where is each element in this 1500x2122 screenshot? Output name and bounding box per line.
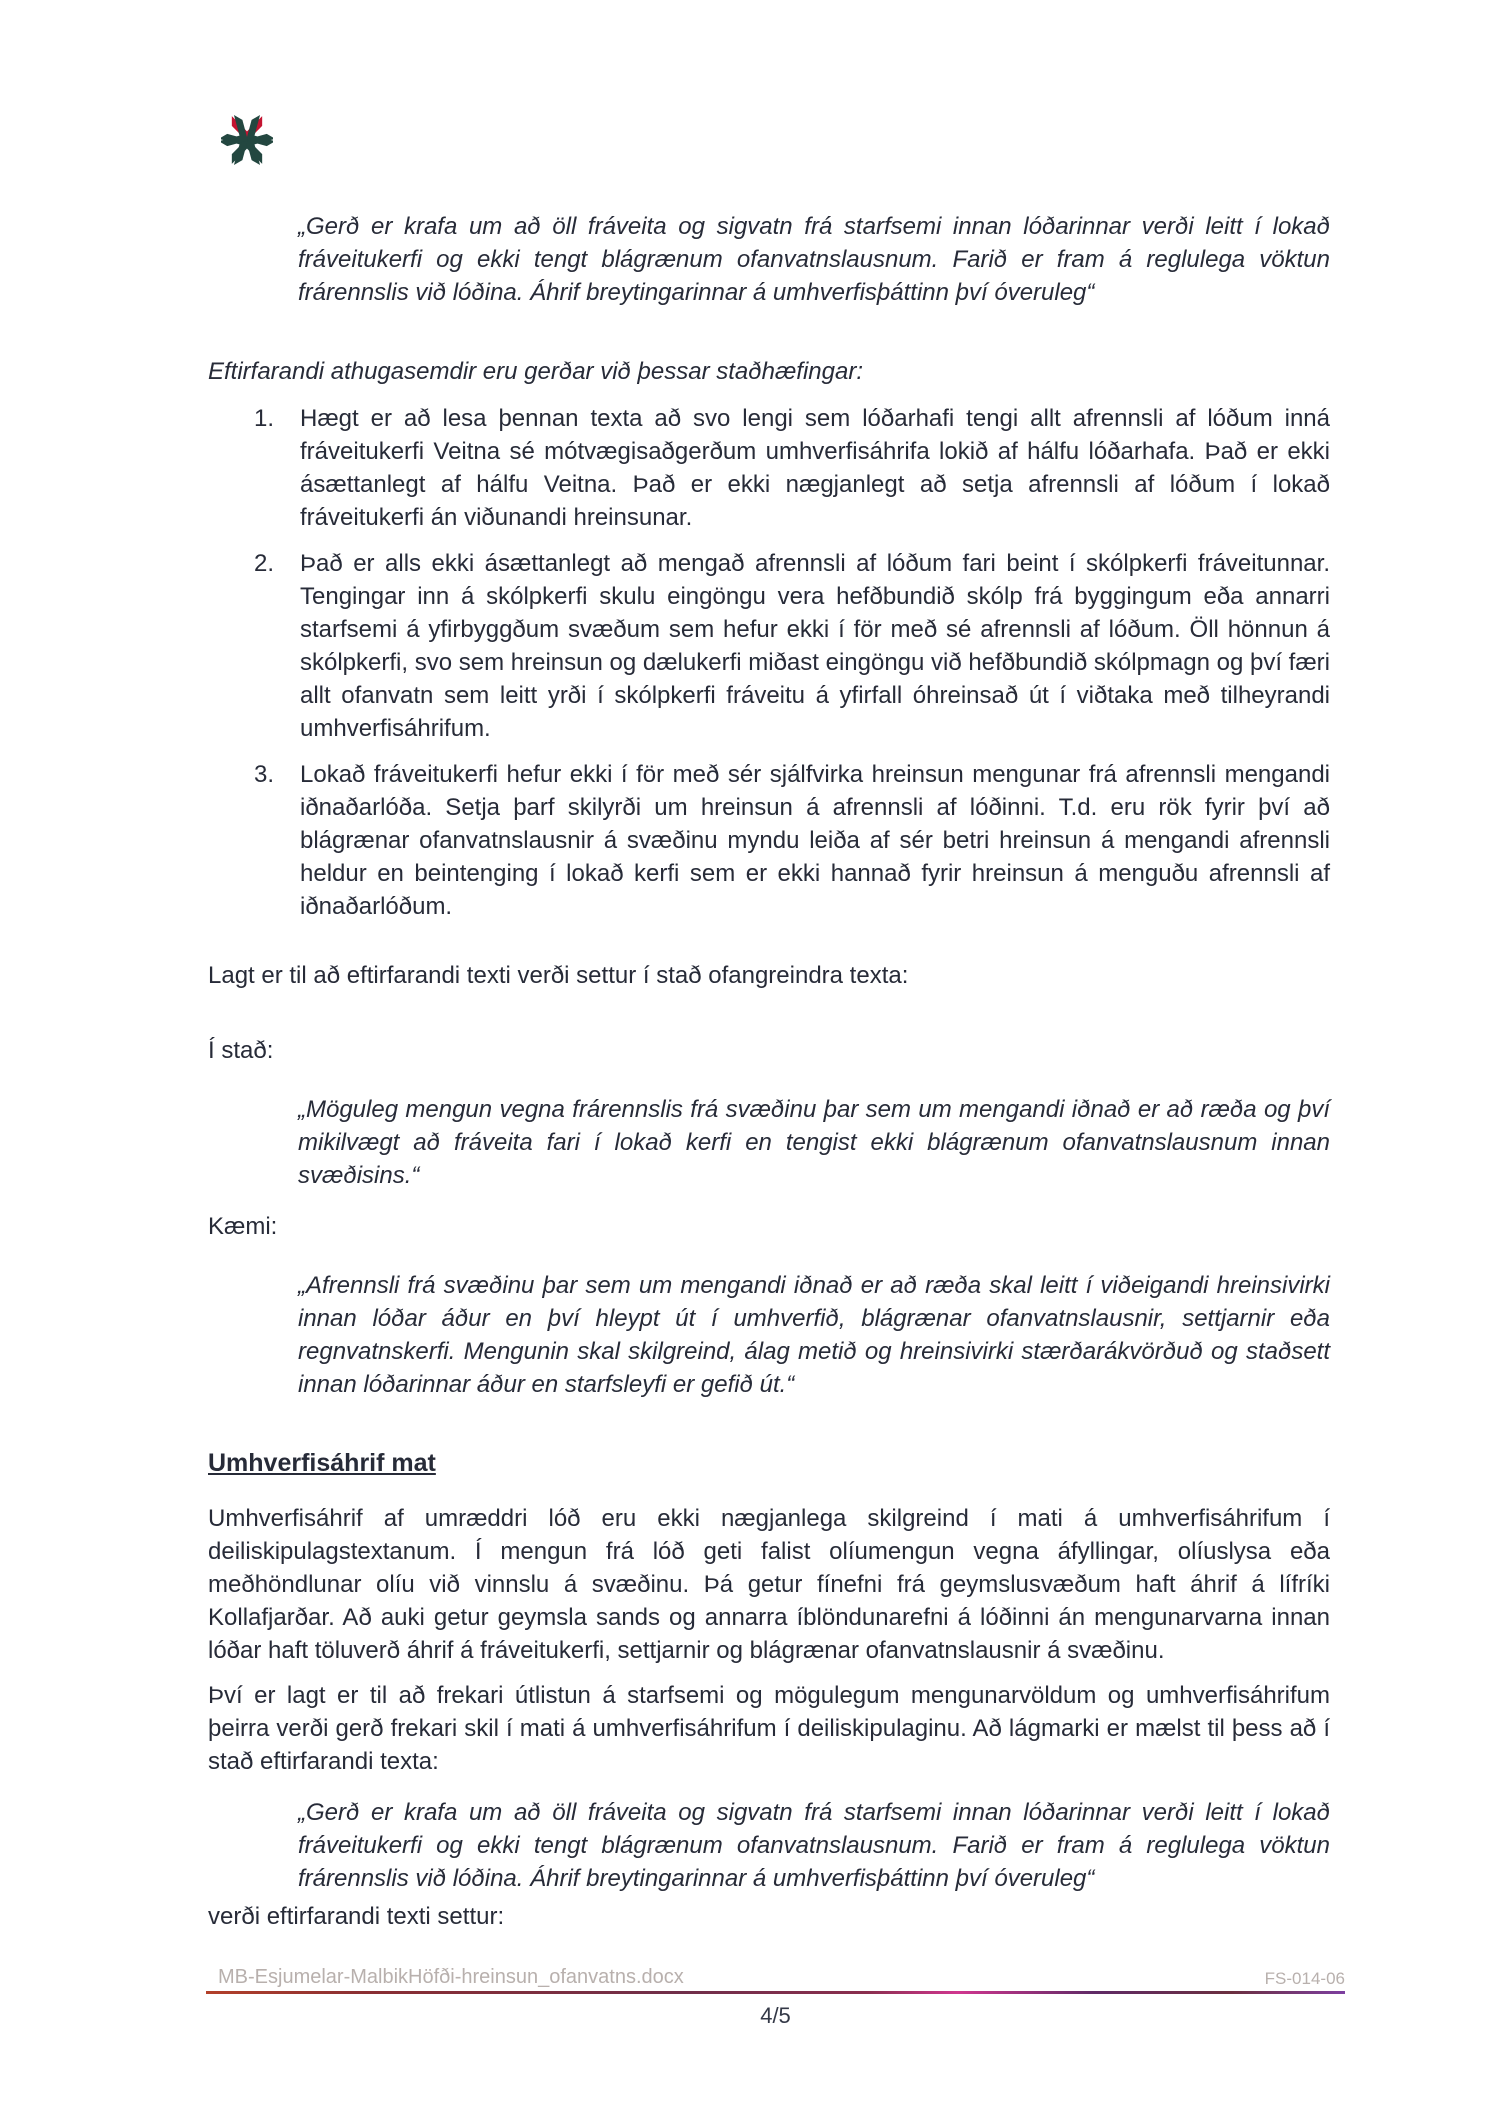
section-paragraph-2: Því er lagt er til að frekari útlistun á starfsemi og mögulegum mengunarvöldum og umhverfisáhrifum þeirra verði gerð frekari skil í mati á umhverfisáhrifum í deiliskipulaginu. Að lágmarki er mælst til þess að í stað eftirfarandi texta: [208,1682,1330,1775]
numbered-comment-3 [208,758,1330,923]
comment-text: Það er alls ekki ásættanlegt að mengað afrennsli af lóðum fari beint í skólpkerfi fráveitunnar. Tengingar inn á skólpkerfi skulu eingöngu vera hefðbundið skólp frá byggingum eða annarri starfsemi á yfirbyggðum svæðum sem hefur ekki í för með sé afrennsli af lóðum. Öll hönnun á skólpkerfi, svo sem hreinsun og dælukerfi miðast eingöngu við hefðbundið skólpmagn og því færi allt ofanvatn sem leitt yrði í skólpkerfi fráveitu á yfirfall óhreinsað út í viðtaka með tilheyrandi umhverfisáhrifum. [300,550,1330,742]
numbered-comment-1 [208,402,1330,534]
comment-text: Lokað fráveitukerfi hefur ekki í för með sér sjálfvirka hreinsun mengunar frá afrennsli mengandi iðnaðarlóða. Setja þarf skilyrði um hreinsun á afrennsli af lóðinni. T.d. eru rök fyrir því að blágrænar ofanvatnslausnir á svæðinu myndu leiða af sér betri hreinsun á mengandi afrennsli heldur en beintenging í lokað kerfi sem er ekki hannað fyrir hreinsun á menguðu afrennsli af iðnaðarlóðum. [300,761,1330,920]
instead-quote: „Möguleg mengun vegna frárennslis frá svæðinu þar sem um mengandi iðnað er að ræða og því mikilvægt að fráveita fari í lokað kerfi en tengist ekki blágrænum ofanvatnslausnum innan svæðisins.“ [298,1096,1330,1189]
comments-intro-line: Eftirfarandi athugasemdir eru gerðar við þessar staðhæfingar: [208,358,864,385]
section-heading: Umhverfisáhrif mat [208,1449,436,1477]
list-number: 2. [254,550,275,577]
numbered-comment-2 [208,547,1330,745]
closing-line: verði eftirfarandi texti settur: [208,1903,505,1930]
instead-label: Í stað: [208,1037,274,1064]
page-footer [206,1966,1345,2029]
list-number: 3. [254,761,275,788]
kaemi-label: Kæmi: [208,1213,278,1240]
kaemi-quote: „Afrennsli frá svæðinu þar sem um mengandi iðnað er að ræða skal leitt í viðeigandi hreinsivirki innan lóðar áður en því hleypt út í umhverfið, blágrænar ofanvatnslausnir, settjarnir eða regnvatnskerfi. Mengunin skal skilgreind, álag metið og hreinsivirki stærðarákvörðuð og staðsett innan lóðarinnar áður en starfsleyfi er gefið út.“ [298,1272,1330,1398]
footer-doc-code: FS-014-06 [1264,1969,1345,1988]
footer-divider-line [206,1991,1345,1994]
list-number: 1. [254,405,275,432]
page-number: 4/5 [760,2003,791,2028]
document-body [208,0,1330,1933]
section-paragraph-1: Umhverfisáhrif af umræddri lóð eru ekki nægjanlega skilgreind í mati á umhverfisáhrifum í deiliskipulagstextanum. Í mengun frá lóð geti falist olíumengun vegna áfyllingar, olíuslysa eða meðhöndlunar olíu við vinnslu á svæðinu. Þá getur fínefni frá geymslusvæðum haft áhrif á lífríki Kollafjarðar. Að auki getur geymsla sands og annarra íblöndunarefni á lóðinni án mengunarvarna innan lóðar haft töluverð áhrif á fráveitukerfi, settjarnir og blágrænar ofanvatnslausnir á svæðinu. [208,1505,1330,1664]
repeated-quote: „Gerð er krafa um að öll fráveita og sigvatn frá starfsemi innan lóðarinnar verði leitt í lokað fráveitukerfi og ekki tengt blágrænum ofanvatnslausnum. Farið er fram á reglulega vöktun frárennslis við lóðina. Áhrif breytingarinnar á umhverfisþáttinn því óveruleg“ [298,1799,1330,1892]
footer-meta-row [206,1966,1345,1989]
intro-quote: „Gerð er krafa um að öll fráveita og sigvatn frá starfsemi innan lóðarinnar verði leitt í lokað fráveitukerfi og ekki tengt blágrænum ofanvatnslausnum. Farið er fram á reglulega vöktun frárennslis við lóðina. Áhrif breytingarinnar á umhverfisþáttinn því óveruleg“ [298,213,1330,306]
footer-filename: MB-Esjumelar-MalbikHöfði-hreinsun_ofanvatns.docx [218,1966,684,1988]
comment-text: Hægt er að lesa þennan texta að svo lengi sem lóðarhafi tengi allt afrennsli af lóðum inná fráveitukerfi Veitna sé mótvægisaðgerðum umhverfisáhrifa lokið af hálfu lóðarhafa. Það er ekki ásættanlegt af hálfu Veitna. Það er ekki nægjanlegt að setja afrennsli af lóðum í lokað fráveitukerfi án viðunandi hreinsunar. [300,405,1330,531]
proposal-line: Lagt er til að eftirfarandi texti verði settur í stað ofangreindra texta: [208,962,909,989]
